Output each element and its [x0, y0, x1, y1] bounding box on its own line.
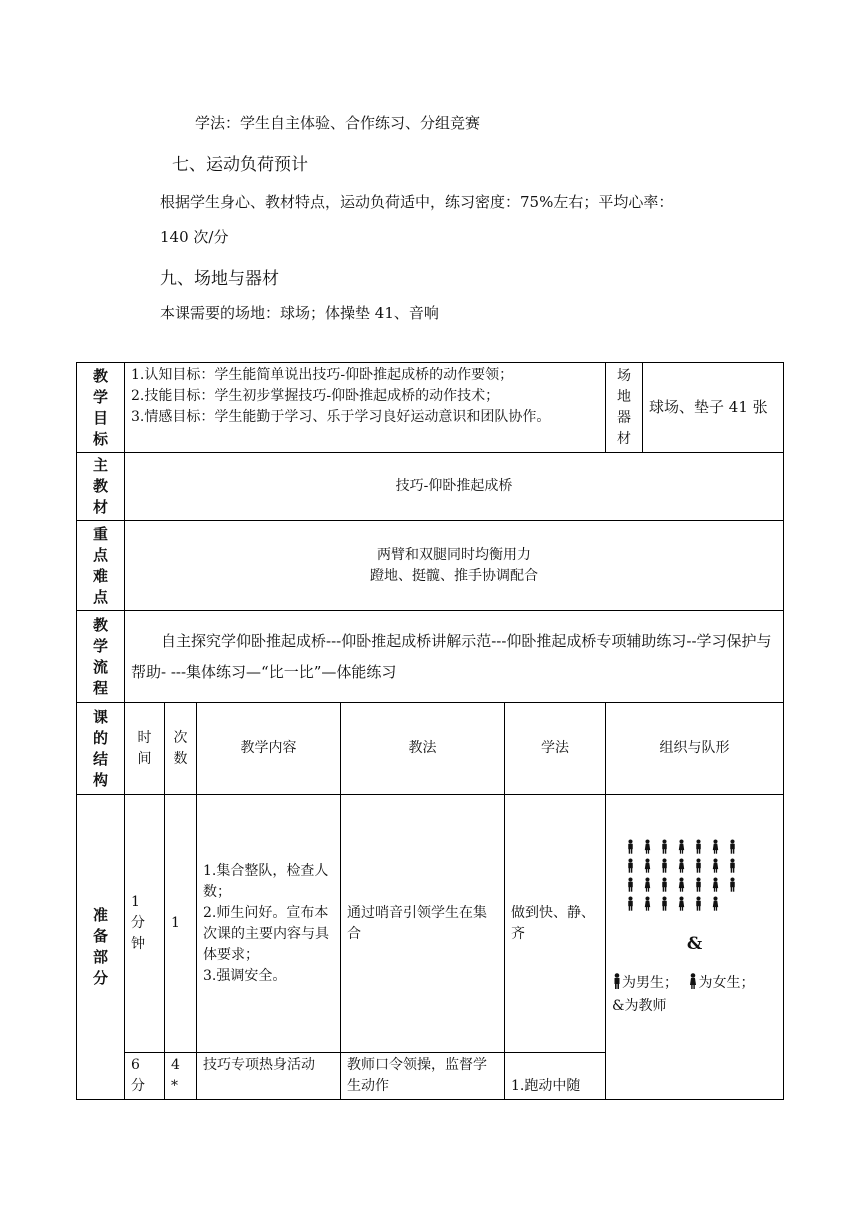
- male-figure-icon: [622, 858, 639, 874]
- row2-content: 技巧专项热身活动: [197, 1053, 341, 1100]
- keypoints-cell: [125, 521, 784, 611]
- section-9-title: 九、场地与器材: [160, 269, 279, 289]
- load-description-line1: 根据学生身心、教材特点，运动负荷适中，练习密度：75%左右；平均心率：: [160, 193, 674, 211]
- male-figure-icon: [690, 839, 707, 855]
- keypoint-2: 蹬地、挺髋、推手协调配合: [370, 567, 538, 584]
- keypoints-label: 重 点 难 点: [77, 521, 125, 611]
- formation-legend: 为男生； 为女生； &为教师: [612, 975, 755, 1014]
- process-value: 自主探究学仰卧推起成桥---仰卧推起成桥讲解示范---仰卧推起成桥专项辅助练习--学习保护与帮助- ---集体练习—“比一比”—体能练习: [125, 611, 784, 703]
- venue-value: 球场、垫子 41 张: [643, 363, 784, 453]
- male-figure-icon: [724, 858, 741, 874]
- row2-learning: 1.跑动中随: [505, 1053, 606, 1100]
- female-figure-icon: [639, 896, 656, 912]
- female-figure-icon: [688, 973, 698, 996]
- male-figure-icon: [690, 896, 707, 912]
- female-figure-icon: [673, 858, 690, 874]
- female-figure-icon: [707, 858, 724, 874]
- male-figure-icon: [656, 896, 673, 912]
- male-figure-icon: [622, 896, 639, 912]
- female-figure-icon: [639, 877, 656, 893]
- row2-time: 6 分: [125, 1053, 165, 1100]
- female-figure-icon: [639, 839, 656, 855]
- row1-learning: 做到快、静、齐: [505, 795, 606, 1053]
- goals-cell: [125, 363, 606, 453]
- section-7-title: 七、运动负荷预计: [172, 155, 308, 175]
- load-description-line2: 140 次/分: [160, 228, 229, 246]
- formation-empty-slot: [724, 896, 741, 912]
- male-figure-icon: [690, 877, 707, 893]
- male-figure-icon: [690, 858, 707, 874]
- header-content: 教学内容: [197, 703, 341, 795]
- header-count: 次数: [165, 703, 197, 795]
- learning-method-line: 学法：学生自主体验、合作练习、分组竞赛: [195, 114, 481, 132]
- male-figure-icon: [622, 877, 639, 893]
- female-figure-icon: [673, 896, 690, 912]
- header-time: 时间: [125, 703, 165, 795]
- goals-label: 教 学 目 标: [77, 363, 125, 453]
- male-figure-icon: [622, 839, 639, 855]
- row2-teaching: 教师口令领操，监督学生动作: [341, 1053, 505, 1100]
- row1-teaching: 通过哨音引领学生在集合: [341, 795, 505, 1053]
- structure-label: 课 的 结 构: [77, 703, 125, 795]
- main-material-label: 主 教 材: [77, 453, 125, 521]
- female-figure-icon: [639, 858, 656, 874]
- header-teaching: 教法: [341, 703, 505, 795]
- header-organization: 组织与队形: [606, 703, 784, 795]
- prep-label: 准 备 部 分: [77, 795, 125, 1100]
- goal-skill: 2.技能目标：学生初步掌握技巧-仰卧推起成桥的动作技术；: [131, 388, 500, 404]
- formation-diagram: [622, 839, 777, 912]
- female-figure-icon: [707, 896, 724, 912]
- organization-cell: [606, 795, 784, 1100]
- venue-label: 场 地 器 材: [606, 363, 643, 453]
- goal-emotional: 3.情感目标：学生能勤于学习、乐于学习良好运动意识和团队协作。: [131, 409, 551, 425]
- female-figure-icon: [673, 877, 690, 893]
- header-learning: 学法: [505, 703, 606, 795]
- row1-count: 1: [165, 795, 197, 1053]
- male-figure-icon: [656, 877, 673, 893]
- row2-count: 4 *: [165, 1053, 197, 1100]
- male-figure-icon: [656, 839, 673, 855]
- male-figure-icon: [612, 973, 622, 996]
- male-figure-icon: [724, 839, 741, 855]
- lesson-plan-table: [76, 362, 784, 1100]
- row1-content: 1.集合整队，检查人数； 2.师生问好。宣布本次课的主要内容与具体要求； 3.强调安全。: [197, 795, 341, 1053]
- process-label: 教 学 流 程: [77, 611, 125, 703]
- male-figure-icon: [724, 877, 741, 893]
- female-figure-icon: [707, 877, 724, 893]
- equipment-line: 本课需要的场地：球场；体操垫 41、音响: [160, 304, 439, 322]
- male-figure-icon: [656, 858, 673, 874]
- goal-cognitive: 1.认知目标：学生能简单说出技巧-仰卧推起成桥的动作要领；: [131, 367, 514, 383]
- keypoint-1: 两臂和双腿同时均衡用力: [377, 546, 531, 563]
- row1-time: 1 分钟: [125, 795, 165, 1053]
- female-figure-icon: [673, 839, 690, 855]
- teacher-symbol: &: [686, 934, 703, 954]
- main-material-value: 技巧-仰卧推起成桥: [125, 453, 784, 521]
- female-figure-icon: [707, 839, 724, 855]
